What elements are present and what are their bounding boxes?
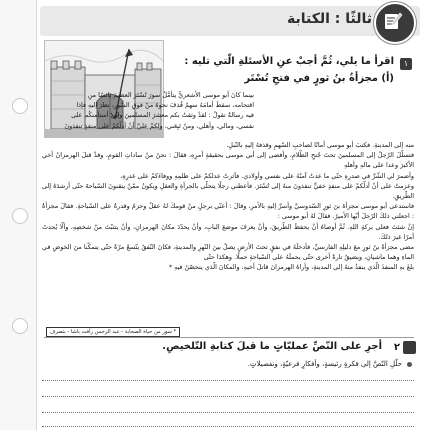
section-divider [44,337,414,338]
passage-paragraph: مضى مجزأةُ بنُ ثورٍ معَ دليلِهِ الفارسيِّ، فأدخلَهُ في نفقٍ تحتَ الأرضِ يصلُ بينَ النّهرِ والمدينةِ، فكانَ النّفقُ يتّسعُ مرّةً حتّى يتمكّنا منَ الخوضِ في الماءِ وهما ماشيانِ، ويضيقُ تارةً أخرى حتّى يحملَهُ على السّباحةِ حملًا. وهكذا حتّى [42,243,414,262]
passage-paragraph: وأضمرَ لي الشّرَّ في صدرِهِ حتّى ما عدتُ آمنُهُ على نفسي وأولادي. فآثرتُ عدلكمْ على ظلمِهِ ووفاءَكمْ على غدرِهِ، [120,171,414,180]
answer-line[interactable] [42,396,414,397]
passage-line: نفسي، ومالي، وأهلي، ومنْ تَبِعَني، ولكمْ عليَّ أنْ أدلّكمْ على منفذٍ تنفذونَ [64,121,254,130]
source-citation: * سور من حياة الصحابة - عبد الرحمن رأفت باشا - بتصرف [46,327,180,337]
punch-hole [12,208,28,224]
answer-line[interactable] [42,380,414,381]
square-marker-icon [403,341,416,354]
passage-line: فيه رسالةٌ تقولُ : لقدْ وثقتُ بكم معشرَ المسلمينَ وإنّي أستأمنكُم على [71,111,254,120]
question-number-marker: ١ [400,58,412,70]
passage-lead [42,90,254,131]
binder-margin [0,0,37,430]
passage-title: (أ) مجزأةُ بنُ ثورٍ في فتحِ تُسْتَر [244,73,394,84]
bullet-icon [407,362,412,367]
passage-paragraph: فتسلّلَ الرّجلُ إلى المسلمينَ تحتَ جُنحِ الظّلامِ، وأفضى إلى أبي موسى بحقيقةِ أمرِهِ، فقالَ : نحنُ منْ ساداتِ القومِ، وقدْ قتلَ الهرمزانُ أخي الأكبرَ وعدا على مالهِ وأهلهِ [42,151,414,170]
passage-line: اقتحامه، سقطَ أمامَهُ سهمٌ قُذفَ نحوهُ منْ فوقِ السّورِ، نظرَ إليهِ فإذا [76,101,254,110]
question-2-prompt: أجرِ على النّصِّ عمليّاتٍ ما قبلَ كتابةِ التّلخيصِ. [162,341,382,352]
punch-hole [12,318,28,334]
passage-paragraph: منه إلى المدينةِ. فكتبَ أبو موسى أمانًا لصاحبِ السّهمِ وقذفهُ إليهِ بالنّبلِ. [226,141,414,149]
section-title: ثالثًا : الكتابة [286,11,372,27]
question-1-prompt: اقرأ ما يلي، ثُمَّ أجبْ عنِ الأسئلةِ الّتي تليه : [184,56,394,67]
passage-paragraph: إنْ شئتَ فعلى بركةِ اللهِ. ثُمَّ أوصاهُ أنْ يحفظَ الطّريقَ، وأنْ يعرفَ موضعَ البابِ، وأنْ يحدّدَ مكانَ الهرمزانِ، وأنْ يتثبّتَ منْ شخصِهِ، وألّا يُحدثَ أمرًا غيرَ ذلكَ. [42,222,414,241]
pencil-icon [374,2,416,44]
passage-paragraph: وعزمتُ على أنْ أدلّكمْ على منفذٍ خفيٍّ تنفذونَ منهُ إلى تُسْتَرَ. فأعطني رجلًا يتحلّى بالجرأةِ والعقلِ ويكونُ ممّنْ يتقنونَ السّباحةَ حتّى أرشدَهُ إلى الطّريقِ. [42,181,414,201]
question-2-number: ٢ [393,342,400,353]
passage-paragraph: بلغَ بهِ المنفذَ الّذي ينفذُ منهُ إلى المدينةِ، وأراهُ الهرمزانَ قاتلَ أخيهِ، والمكانَ الّذي يتحصّنُ فيهِ * [168,263,414,272]
question-2-hint: حلّلِ النّصَّ إلى فكرةٍ رئيسةٍ، وأفكارٍ فرعيّةٍ، وتفصيلاتٍ. [247,360,402,368]
punch-hole [12,98,28,114]
passage-paragraph: فاستدعى أبو موسى مجزأةَ بنَ ثورٍ السّدوسيَّ وأسرَّ إليهِ بالأمرِ، وقالَ : أعنّي برجلٍ منْ قومكَ لهُ عقلٌ وحزمٌ وقدرةٌ على السّباحةِ. فقالَ مجزأةُ : اجعلني ذلكَ الرّجلَ أيّها الأميرُ. فقالَ لهُ أبو موسى : [42,202,414,221]
answer-line[interactable] [42,426,414,427]
passage-line: بينما كانَ أبو موسى الأشعريُّ يتأمَّلُ سورَ تُسْتَرَ العظيمَ يائسًا منِ [87,91,254,99]
answer-line[interactable] [42,412,414,413]
passage-body [42,140,414,273]
